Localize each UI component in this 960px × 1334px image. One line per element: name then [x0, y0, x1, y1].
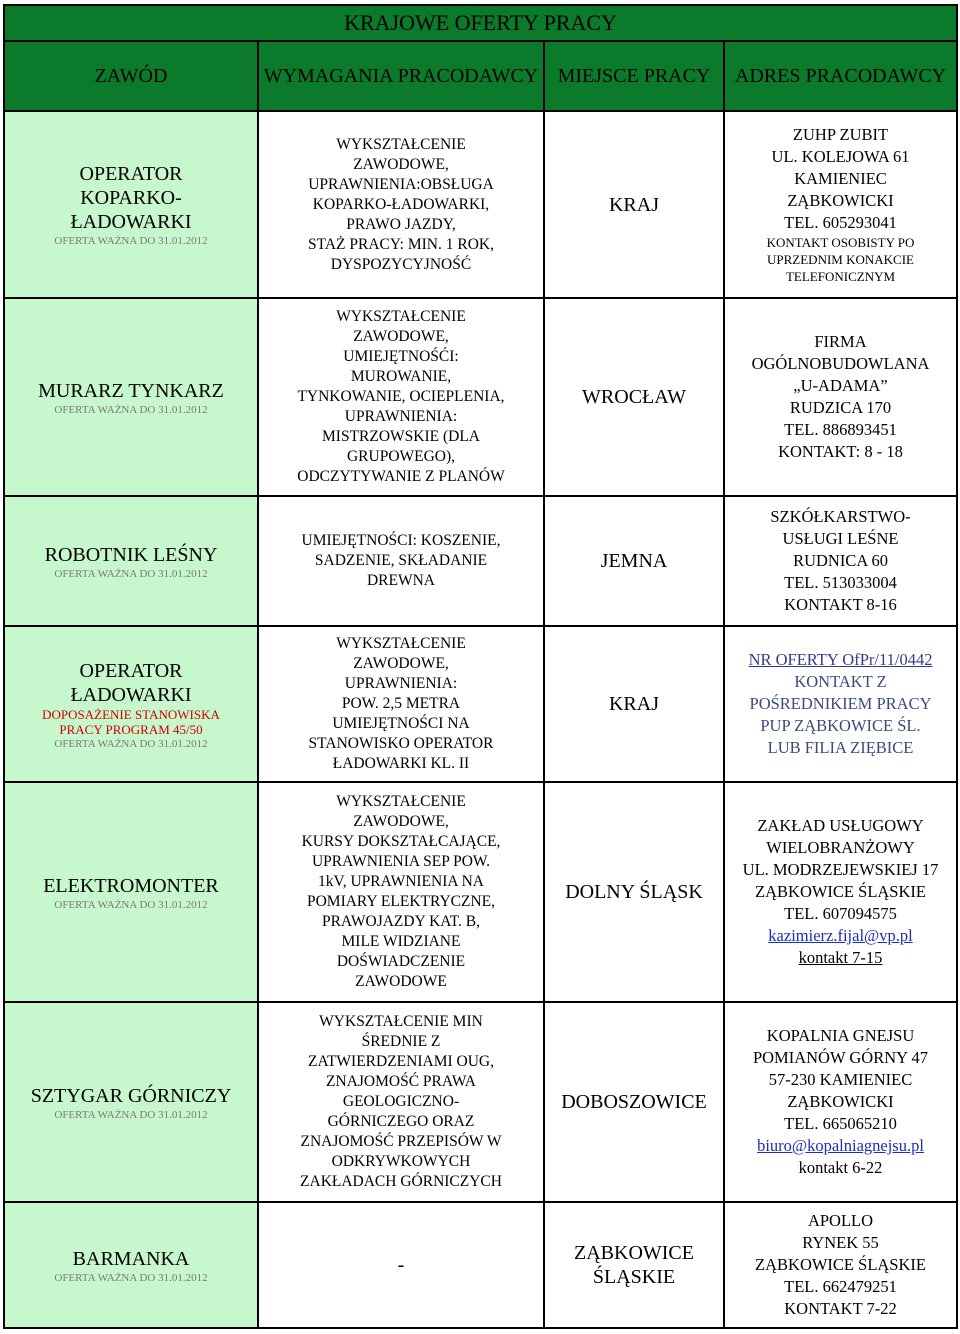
- table-row: [4, 298, 957, 496]
- place-cell: [544, 782, 724, 1002]
- address-line: SZKÓŁKARSTWO-: [770, 507, 911, 526]
- offer-reference: NR OFERTY OfPr/11/0442: [748, 650, 933, 669]
- job-title: OPERATOR KOPARKO-ŁADOWARKI: [70, 163, 192, 233]
- requirement-line: ZAWODOWE: [355, 973, 447, 990]
- requirement-line: MISTRZOWSKIE (DLA: [322, 428, 480, 445]
- place-text: DOLNY ŚLĄSK: [565, 881, 703, 903]
- requirement-line: ZNAJOMOŚĆ PRZEPISÓW W: [300, 1133, 502, 1150]
- requirement-line: WYKSZTAŁCENIE MIN: [319, 1013, 483, 1030]
- job-title: BARMANKA: [72, 1247, 190, 1270]
- validity-note: OFERTA WAŻNA DO 31.01.2012: [54, 235, 208, 247]
- place-text: DOBOSZOWICE: [561, 1091, 707, 1113]
- address-line: ZAKŁAD USŁUGOWY: [757, 816, 924, 835]
- requirements-cell: [258, 111, 544, 298]
- address-line: ZĄBKOWICKI: [787, 1092, 894, 1111]
- validity-note: OFERTA WAŻNA DO 31.01.2012: [54, 898, 208, 911]
- requirement-line: ZAWODOWE,: [353, 655, 449, 672]
- address-line: WIELOBRANŻOWY: [766, 838, 915, 857]
- address-line: PUP ZĄBKOWICE ŚL.: [760, 716, 921, 735]
- address-line: TEL. 607094575: [784, 904, 897, 923]
- address-line: TEL. 886893451: [784, 420, 897, 439]
- validity-note: OFERTA WAŻNA DO 31.01.2012: [54, 1271, 208, 1284]
- address-line: POMIANÓW GÓRNY 47: [752, 1048, 929, 1067]
- address-line: FIRMA: [814, 332, 867, 351]
- header-requirements: WYMAGANIA PRACODAWCY: [258, 41, 544, 111]
- place-text: KRAJ: [608, 193, 659, 216]
- requirement-line: ZAKŁADACH GÓRNICZYCH: [300, 1173, 502, 1190]
- table-row: [4, 496, 957, 626]
- requirement-line: WYKSZTAŁCENIE: [336, 793, 466, 810]
- validity-note: OFERTA WAŻNA DO 31.01.2012: [54, 1108, 208, 1121]
- place-text: JEMNA: [600, 550, 668, 572]
- requirement-line: UMIEJĘTNOŚĆI:: [343, 348, 459, 365]
- address-line: TEL. 605293041: [784, 213, 897, 232]
- place-cell: [544, 496, 724, 626]
- job-cell: [4, 496, 258, 626]
- address-cell: [724, 111, 957, 298]
- address-line: KAMIENIEC: [794, 169, 887, 188]
- address-line: ZĄBKOWICE ŚLĄSKIE: [755, 1255, 926, 1274]
- requirement-line: WYKSZTAŁCENIE: [336, 308, 466, 325]
- address-line: RUDZICA 170: [789, 398, 892, 417]
- requirement-line: STAŻ PRACY: MIN. 1 ROK,: [308, 235, 494, 253]
- address-line: USŁUGI LEŚNE: [782, 529, 899, 548]
- job-title: SZTYGAR GÓRNICZY: [30, 1084, 232, 1107]
- requirement-line: POW. 2,5 METRA: [341, 695, 461, 712]
- table-row: [4, 1202, 957, 1328]
- program-note: DOPOSAŻENIE STANOWISKA PRACY PROGRAM 45/50: [42, 706, 220, 737]
- address-cell: [724, 1002, 957, 1202]
- address-line: TEL. 665065210: [784, 1114, 897, 1133]
- address-line: UL. MODRZEJEWSKIEJ 17: [742, 860, 939, 879]
- address-line: LUB FILIA ZIĘBICE: [767, 738, 914, 757]
- requirement-line: WYKSZTAŁCENIE: [336, 635, 466, 652]
- table-row: [4, 1002, 957, 1202]
- requirement-line: ZAWODOWE,: [353, 328, 449, 345]
- requirement-line: GÓRNICZEGO ORAZ: [327, 1113, 475, 1130]
- address-line: ZĄBKOWICE ŚLĄSKIE: [755, 882, 926, 901]
- requirement-line: POMIARY ELEKTRYCZNE,: [306, 893, 495, 910]
- place-cell: [544, 298, 724, 496]
- address-cell: [724, 626, 957, 782]
- requirement-line: WYKSZTAŁCENIE: [336, 135, 466, 153]
- address-note: KONTAKT OSOBISTY PO: [766, 235, 915, 250]
- table-title: KRAJOWE OFERTY PRACY: [4, 5, 957, 41]
- address-line: KONTAKT Z: [794, 672, 887, 691]
- header-row: [4, 41, 957, 111]
- requirements-cell: [258, 496, 544, 626]
- job-cell: [4, 1002, 258, 1202]
- header-job: ZAWÓD: [4, 41, 258, 111]
- address-note: UPRZEDNIM KONAKCIE: [767, 252, 914, 267]
- requirement-line: KOPARKO-ŁADOWARKI,: [312, 195, 490, 213]
- job-cell: [4, 298, 258, 496]
- job-title: MURARZ TYNKARZ: [38, 379, 224, 402]
- address-line: RUDNICA 60: [793, 551, 888, 570]
- address-line: POŚREDNIKIEM PRACY: [749, 694, 932, 713]
- requirement-line: SADZENIE, SKŁADANIE: [314, 552, 488, 569]
- validity-note: OFERTA WAŻNA DO 31.01.2012: [54, 567, 208, 580]
- requirement-line: ŚREDNIE Z: [361, 1033, 441, 1050]
- requirement-line: PRAWOJAZDY KAT. B,: [321, 913, 481, 930]
- requirement-line: DOŚWIADCZENIE: [336, 953, 466, 970]
- address-line: TEL. 513033004: [784, 573, 897, 592]
- address-cell: [724, 298, 957, 496]
- validity-note: OFERTA WAŻNA DO 31.01.2012: [54, 737, 208, 750]
- address-line: OGÓLNOBUDOWLANA: [751, 354, 930, 373]
- address-line: KONTAKT 7-22: [784, 1299, 897, 1318]
- address-line: ZĄBKOWICKI: [787, 191, 894, 210]
- job-cell: [4, 782, 258, 1002]
- requirement-line: UMIEJĘTNOŚCI NA: [332, 715, 470, 732]
- job-title: ELEKTROMONTER: [43, 874, 219, 897]
- address-line: ZUHP ZUBIT: [792, 125, 889, 144]
- requirement-line: MUROWANIE,: [350, 368, 452, 385]
- title-row: [4, 5, 957, 41]
- requirement-line: GEOLOGICZNO-: [342, 1093, 460, 1110]
- validity-note: OFERTA WAŻNA DO 31.01.2012: [54, 403, 208, 416]
- job-title: OPERATOR ŁADOWARKI: [70, 659, 192, 706]
- requirement-line: ZATWIERDZENIAMI OUG,: [308, 1053, 494, 1070]
- requirement-line: GRUPOWEGO),: [346, 448, 456, 465]
- requirement-line: ODKRYWKOWYCH: [331, 1153, 471, 1170]
- requirement-line: MILE WIDZIANE: [341, 933, 461, 950]
- requirement-line: ZAWODOWE,: [353, 155, 449, 173]
- place-text: WROCŁAW: [582, 386, 686, 408]
- address-line: KONTAKT: 8 - 18: [778, 442, 903, 461]
- job-cell: [4, 1202, 258, 1328]
- table-row: [4, 782, 957, 1002]
- address-line: 57-230 KAMIENIEC: [768, 1070, 913, 1089]
- header-address: ADRES PRACODAWCY: [724, 41, 957, 111]
- address-line: KOPALNIA GNEJSU: [766, 1026, 915, 1045]
- place-text: KRAJ: [608, 693, 659, 715]
- address-line: APOLLO: [807, 1211, 874, 1230]
- requirement-line: ODCZYTYWANIE Z PLANÓW: [297, 468, 505, 485]
- requirements-cell: [258, 1002, 544, 1202]
- requirement-line: -: [397, 1254, 405, 1276]
- contact-hours: kontakt 7-15: [798, 948, 883, 967]
- requirement-line: UMIEJĘTNOŚCI: KOSZENIE,: [301, 532, 501, 549]
- requirement-line: UPRAWNIENIA:OBSŁUGA: [308, 175, 494, 193]
- header-place: MIEJSCE PRACY: [544, 41, 724, 111]
- address-line: TEL. 662479251: [784, 1277, 897, 1296]
- requirement-line: ZNAJOMOŚĆ PRAWA: [326, 1073, 476, 1090]
- requirement-line: TYNKOWANIE, OCIEPLENIA,: [297, 388, 505, 405]
- requirement-line: ŁADOWARKI KL. II: [332, 755, 470, 772]
- requirement-line: DYSPOZYCYJNOŚĆ: [330, 255, 472, 273]
- requirements-cell: [258, 626, 544, 782]
- job-cell: [4, 111, 258, 298]
- email-link[interactable]: biuro@kopalniagnejsu.pl: [757, 1136, 924, 1155]
- requirement-line: PRAWO JAZDY,: [346, 215, 456, 233]
- requirement-line: 1kV, UPRAWNIENIA NA: [318, 873, 484, 890]
- address-cell: [724, 496, 957, 626]
- requirement-line: STANOWISKO OPERATOR: [308, 735, 494, 752]
- place-text: ZĄBKOWICE ŚLĄSKIE: [574, 1242, 694, 1288]
- table-row: [4, 626, 957, 782]
- contact-hours: kontakt 6-22: [798, 1158, 883, 1177]
- job-title: ROBOTNIK LEŚNY: [44, 543, 218, 566]
- place-cell: [544, 626, 724, 782]
- requirements-cell: [258, 1202, 544, 1328]
- requirement-line: UPRAWNIENIA SEP POW.: [311, 853, 491, 870]
- address-cell: [724, 782, 957, 1002]
- place-cell: [544, 111, 724, 298]
- table-row: [4, 111, 957, 298]
- job-cell: [4, 626, 258, 782]
- requirements-cell: [258, 782, 544, 1002]
- email-link[interactable]: kazimierz.fijal@vp.pl: [768, 926, 913, 945]
- address-line: KONTAKT 8-16: [784, 595, 897, 614]
- address-note: TELEFONICZNYM: [785, 269, 896, 284]
- address-line: UL. KOLEJOWA 61: [771, 147, 910, 166]
- requirements-cell: [258, 298, 544, 496]
- address-cell: [724, 1202, 957, 1328]
- requirement-line: KURSY DOKSZTAŁCAJĄCE,: [301, 833, 501, 850]
- requirement-line: ZAWODOWE,: [353, 813, 449, 830]
- requirement-line: UPRAWNIENIA:: [344, 408, 458, 425]
- place-cell: [544, 1002, 724, 1202]
- address-line: „U-ADAMA”: [793, 376, 888, 395]
- address-line: RYNEK 55: [802, 1233, 879, 1252]
- job-offers-table: [3, 4, 958, 1329]
- place-cell: [544, 1202, 724, 1328]
- requirement-line: DREWNA: [366, 572, 436, 589]
- requirement-line: UPRAWNIENIA:: [344, 675, 458, 692]
